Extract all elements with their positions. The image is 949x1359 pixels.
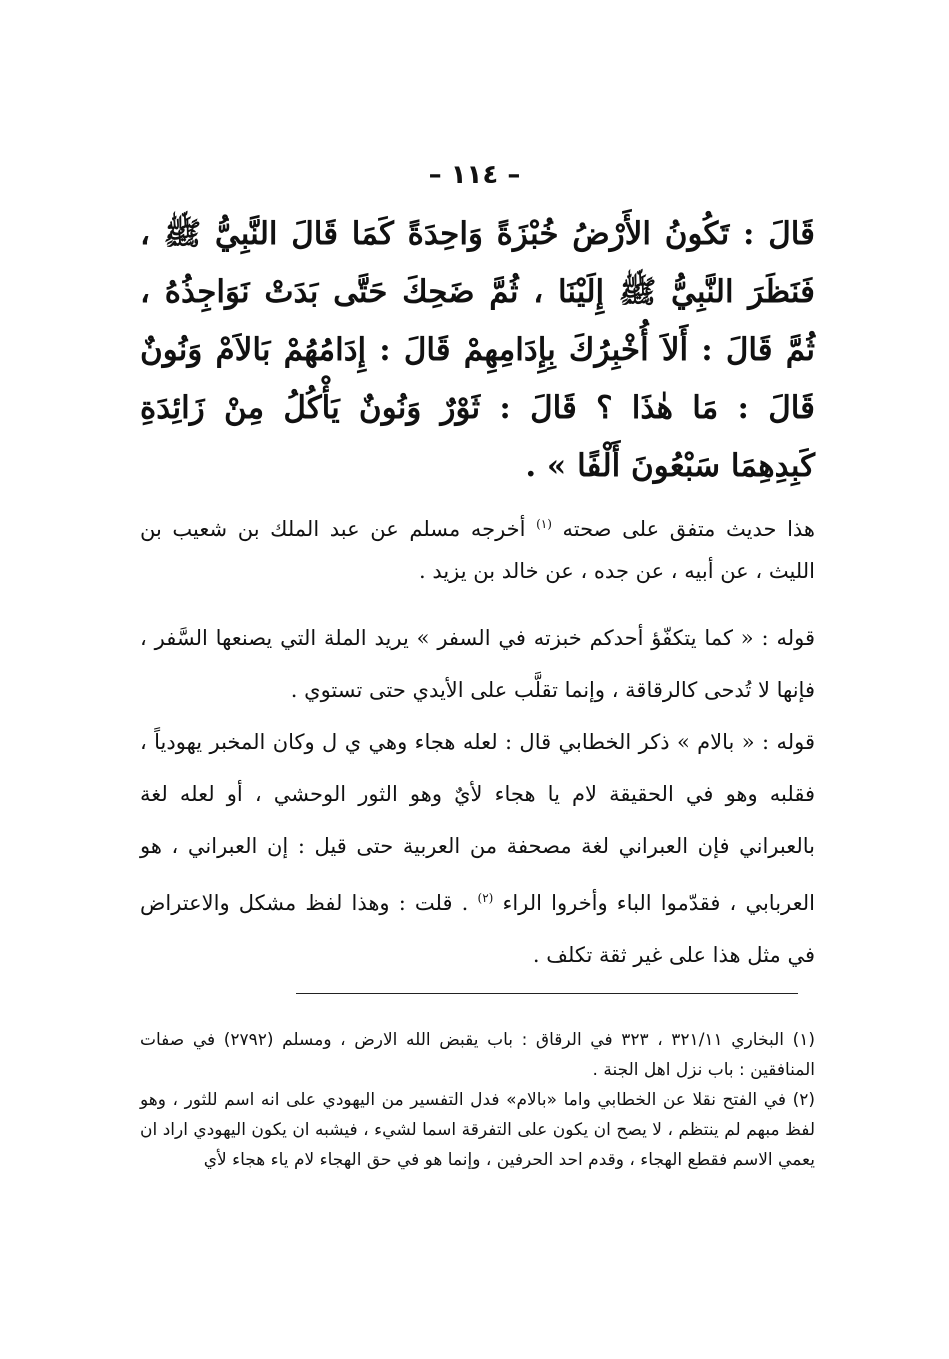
commentary-paragraph-2-rest: . قلت : وهذا لفظ مشكل والاعتراض في مثل هذا على غير ثقة تكلف . <box>140 891 815 967</box>
takhrij-text <box>140 503 815 592</box>
commentary-section <box>140 612 815 981</box>
footnotes <box>140 1025 815 1175</box>
footnote-ref-2: (٢) <box>477 891 494 905</box>
footnote-1: (١) البخاري ٣٢١/١١ ، ٣٢٣ في الرقاق : باب يقبض الله الارض ، ومسلم (٢٧٩٢) في صفات المنافقين : باب نزل اهل الجنة . <box>140 1030 815 1080</box>
takhrij-paragraph <box>140 503 815 592</box>
takhrij-text-main: هذا حديث متفق على صحته <box>551 517 816 541</box>
commentary-paragraph-2 <box>140 716 815 981</box>
footnote-divider <box>296 993 798 994</box>
commentary-paragraph-2-main: قوله : « بالام » ذكر الخطابي قال : لعله هجاء وهي ي ل وكان المخبر يهودياً ، فقلبه وهو في الحقيقة لام يا هجاء لأيٌ وهو الثور الوحشي ، أو لعله لغة بالعبراني فإن العبراني لغة مصحفة من العربية حتى قيل : إن العبراني ، هو العربابي ، فقدّموا الباء وأخروا الراء <box>140 730 815 915</box>
footnote-ref-1: (١) <box>536 517 552 531</box>
footnote-2: (٢) في الفتح نقلا عن الخطابي واما «بالام» فدل التفسير من اليهودي على انه اسم للثور ، وهو لفظ مبهم لم ينتظم ، لا يصح ان يكون على التفرقة اسما لشيء ، فيشبه ان يكون اليهودي اراد ان يعمي الاسم فقطع الهجاء ، وقدم احد الحرفين ، وإنما هو في حق الهجاء لام ياء هجاء لأي <box>140 1090 815 1170</box>
takhrij-text-rest: أخرجه مسلم عن عبد الملك بن شعيب بن الليث ، عن أبيه ، عن جده ، عن خالد بن يزيد . <box>140 517 815 583</box>
hadith-text: قَالَ : تَكُونُ الأَرْضُ خُبْزَةً وَاحِدَةً كَمَا قَالَ النَّبِيُّ ﷺ ، فَنَظَرَ النَّبِيُّ ﷺ إِلَيْنَا ، ثُمَّ ضَحِكَ حَتَّى بَدَتْ نَوَاجِذُهُ ، ثُمَّ قَالَ : أَلاَ أُخْبِرُكَ بِإِدَامِهِمْ قَالَ : إِدَامُهُمْ بَالاَمْ وَنُونٌ قَالَ : مَا هٰذَا ؟ قَالَ : ثَوْرٌ وَنُونٌ يَأْكُلُ مِنْ زَائِدَةِ كَبِدِهِمَا سَبْعُونَ أَلْفًا » . <box>140 216 815 484</box>
commentary-paragraph-1: قوله : « كما يتكفّؤ أحدكم خبزته في السفر » يريد الملة التي يصنعها السَّفر ، فإنها لا تُدحى كالرقاقة ، وإنما تقلَّب على الأيدي حتى تستوي . <box>140 626 815 702</box>
page-number: – ١١٤ – <box>428 160 521 190</box>
